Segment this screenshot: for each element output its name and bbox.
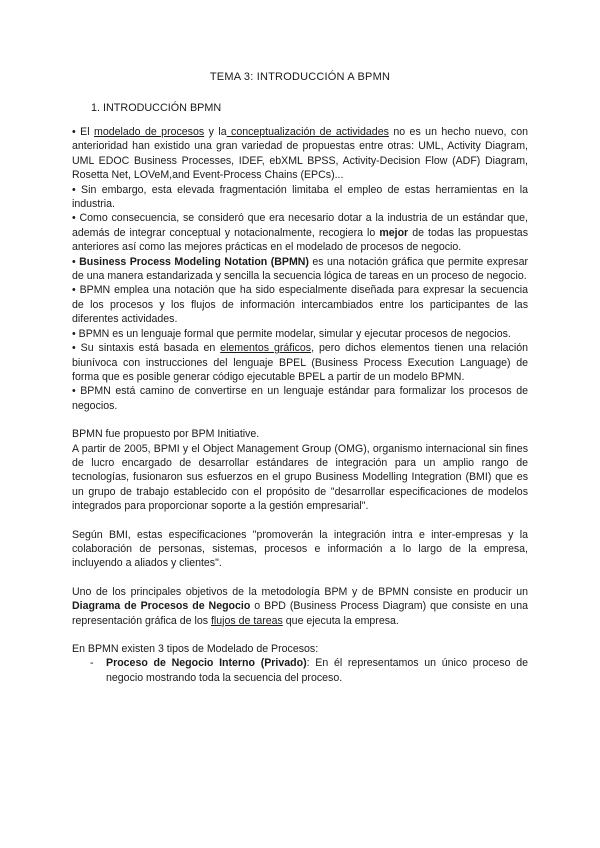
spacer — [72, 413, 528, 427]
bullet-8: • BPMN está camino de convertirse en un lenguaje estándar para formalizar los procesos de negocios. — [72, 385, 528, 412]
bullet-3: • Como consecuencia, se consideró que era necesario dotar a la industria de un estándar que, además de integrar conceptual y notacionalmente, recogiera lo mejor de todas las propuestas anteriores así como las mejores prácticas en el modelado de procesos de negocio. — [72, 212, 528, 254]
paragraph-4: Uno de los principales objetivos de la metodología BPM y de BPMN consiste en producir un Diagrama de Procesos de Negocio o BPD (Business Process Diagram) que consiste en una representación gráfica de los flujos de tareas que ejecuta la empresa. — [72, 585, 528, 627]
underlined-term: conceptualización de actividades — [226, 126, 389, 138]
underlined-term: elementos gráficos — [220, 342, 312, 355]
underlined-term: modelado de procesos — [94, 126, 205, 138]
spacer — [72, 571, 528, 585]
spacer — [72, 628, 528, 642]
dash-marker: - — [90, 657, 94, 670]
list-item: - Proceso de Negocio Interno (Privado): En él representamos un único proceso de negocio mostrando toda la secuencia del proceso. — [90, 657, 528, 684]
bullet-7: • Su sintaxis está basada en elementos gráficos, pero dichos elementos tienen una relación biunívoca con instrucciones del lenguaje BPEL (Business Process Execution Language) de forma que es posible generar código ejecutable BPEL a partir de un modelo BPMN. — [72, 342, 528, 383]
paragraph-3: Según BMI, estas especificaciones "promoverán la integración intra e inter-empresas y la colaboración de personas, sistemas, procesos e información a lo largo de la empresa, incluyendo a aliados y clientes". — [72, 528, 528, 570]
process-types-list — [72, 656, 528, 685]
section-heading: 1. INTRODUCCIÓN BPMN — [91, 102, 222, 114]
document-title: TEMA 3: INTRODUCCIÓN A BPMN — [209, 71, 391, 83]
bold-term: Diagrama de Procesos de Negocio — [72, 600, 251, 613]
document-body — [72, 125, 528, 685]
bold-term: mejor — [379, 226, 409, 239]
bullet-1: • El modelado de procesos y la conceptualización de actividades no es un hecho nuevo, con anterioridad han existido una gran variedad de propuestas entre otras: UML, Activity Diagram, UML EDOC Business Processes, IDEF, ebXML BPSS, Activity-Decision Flow (ADF) Diagram, Rosetta Net, LOVeM,and Event-Process Chains (EPCs)... — [72, 126, 529, 182]
paragraph-5: En BPMN existen 3 tipos de Modelado de Procesos: — [72, 643, 319, 655]
bullet-2: • Sin embargo, esta elevada fragmentación limitaba el empleo de estas herramientas en la industria. — [72, 183, 528, 211]
underlined-term: flujos de tareas — [210, 614, 283, 627]
bullet-4: • Business Process Modeling Notation (BPMN) es una notación gráfica que permite expresar de una manera estandarizada y sencilla la secuencia lógica de tareas en un proceso de negocio. — [72, 255, 528, 283]
spacer — [72, 514, 528, 528]
paragraph-1: BPMN fue propuesto por BPM Initiative. — [72, 428, 260, 441]
bold-term: Proceso de Negocio Interno (Privado) — [106, 657, 307, 670]
bullet-5: • BPMN emplea una notación que ha sido especialmente diseñada para expresar la secuencia de los procesos y los flujos de información intercambiados entre los participantes de las diferentes actividades. — [72, 284, 528, 326]
paragraph-2: A partir de 2005, BPMI y el Object Management Group (OMG), organismo internacional sin fines de lucro encargado de desarrollar estándares de integración para un amplio rango de tecnologías, fusionaron sus esfuerzos en el grupo Business Modelling Integration (BMI) que es un grupo de trabajo establecido con el propósito de "desarrollar especificaciones de modelos integrados para proporcionar soporte a la gestión empresarial". — [72, 442, 528, 513]
bold-term: Business Process Modeling Notation (BPMN) — [79, 255, 309, 268]
bullet-6: • BPMN es un lenguaje formal que permite modelar, simular y ejecutar procesos de negocios. — [72, 327, 511, 340]
